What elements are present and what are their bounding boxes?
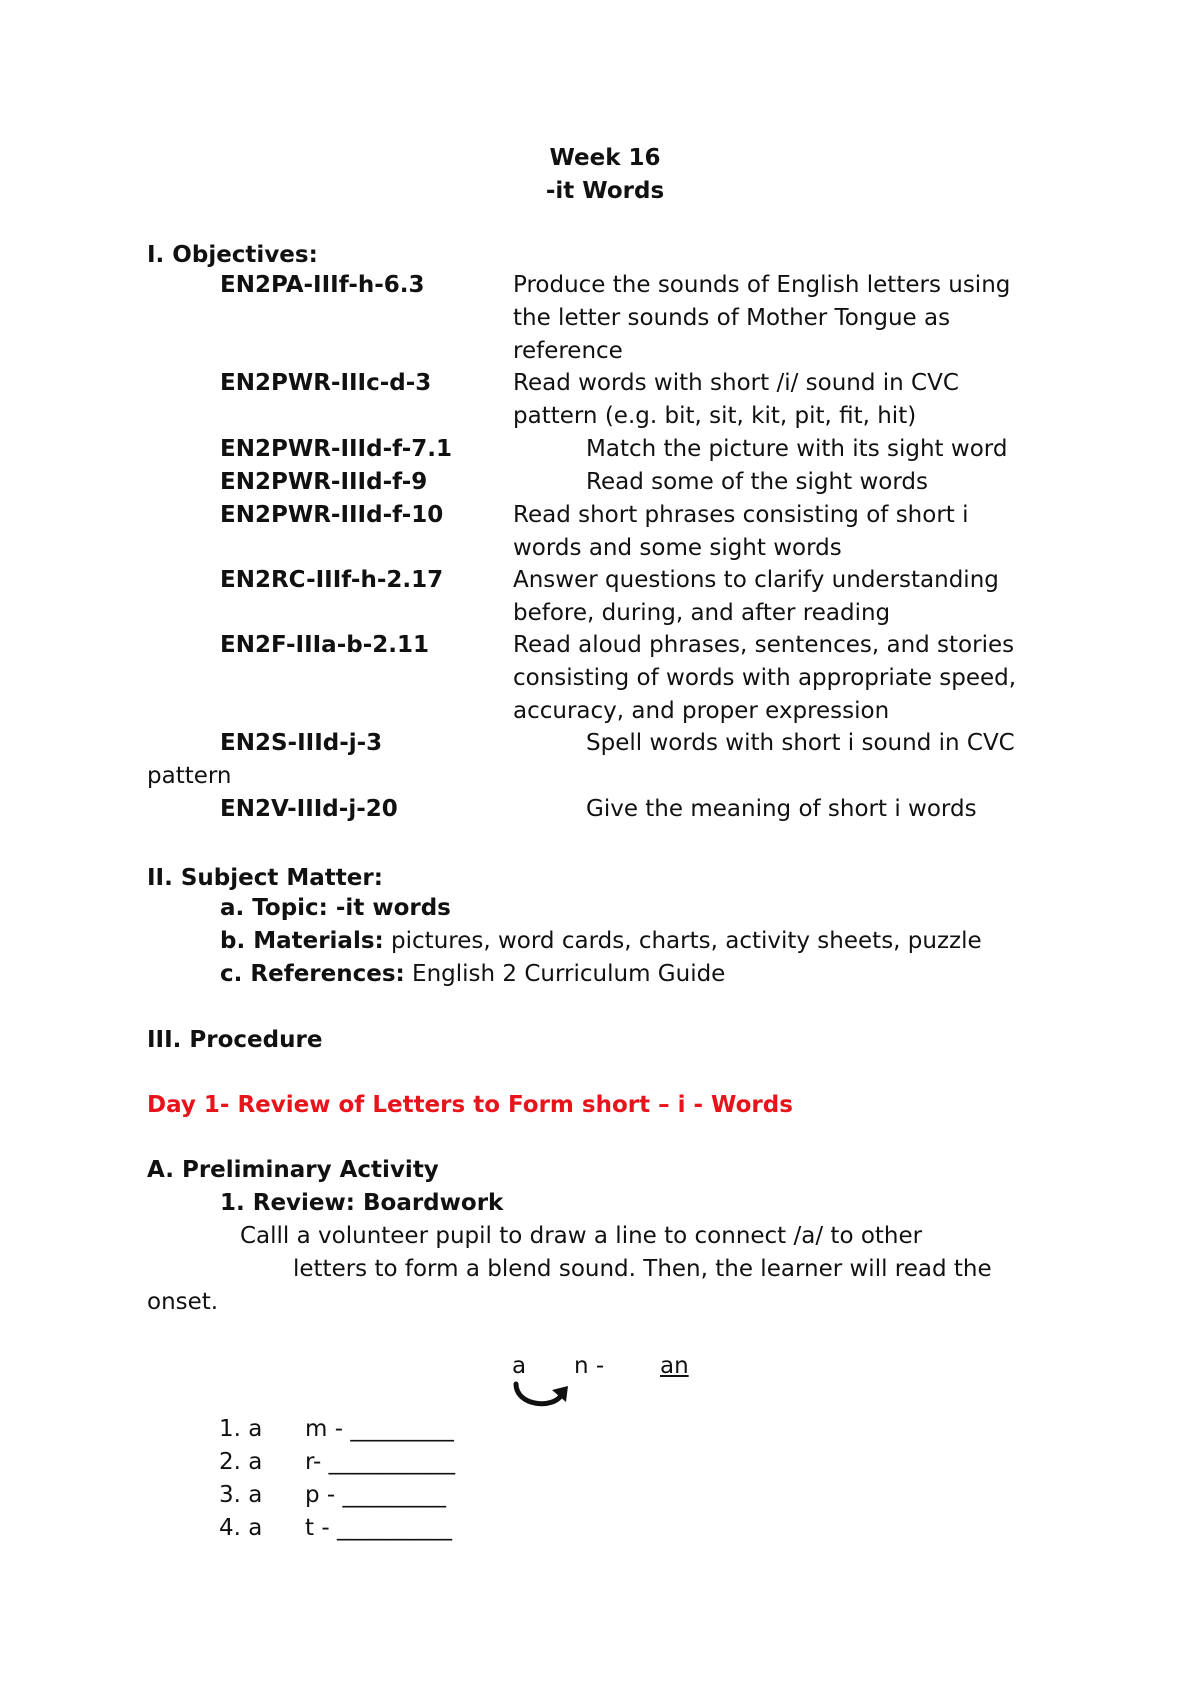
- objectives-heading: I. Objectives:: [147, 242, 318, 268]
- objective-text: Read short phrases consisting of short i: [513, 502, 969, 528]
- objective-code: EN2F-IIIa-b-2.11: [220, 632, 430, 658]
- exercise-blank[interactable]: _________: [342, 1482, 447, 1508]
- exercise-answer: [305, 1515, 452, 1541]
- review-heading: 1. Review: Boardwork: [220, 1190, 504, 1216]
- objective-code: EN2PWR-IIId-f-7.1: [220, 436, 453, 462]
- objective-text: words and some sight words: [513, 534, 842, 561]
- objective-text: consisting of words with appropriate speed,: [513, 664, 1017, 691]
- exercise-letter: t -: [305, 1515, 337, 1541]
- objective-text: Give the meaning of short i words: [586, 796, 977, 822]
- objective-text: Answer questions to clarify understanding: [513, 567, 999, 593]
- references-value: English 2 Curriculum Guide: [404, 961, 726, 987]
- exercise-letter: m -: [305, 1416, 351, 1442]
- exercise-number: 1. a: [219, 1416, 263, 1442]
- objective-text: accuracy, and proper expression: [513, 697, 890, 724]
- exercise-answer: [305, 1449, 455, 1475]
- instruction-line-1: Calll a volunteer pupil to draw a line to connect /a/ to other: [240, 1223, 923, 1249]
- exercise-blank[interactable]: __________: [336, 1515, 452, 1541]
- topic-line: a. Topic: -it words: [220, 895, 451, 921]
- instruction-line-2: letters to form a blend sound. Then, the learner will read the: [293, 1256, 992, 1282]
- procedure-heading: III. Procedure: [147, 1027, 323, 1053]
- exercise-letter: p -: [305, 1482, 343, 1508]
- example-answer: an: [660, 1353, 689, 1379]
- objective-text: the letter sounds of Mother Tongue as: [513, 304, 951, 331]
- exercise-blank[interactable]: _________: [350, 1416, 454, 1442]
- objective-code: EN2RC-IIIf-h-2.17: [220, 567, 444, 593]
- objective-text: Read some of the sight words: [586, 469, 928, 495]
- objective-text: before, during, and after reading: [513, 599, 891, 626]
- objective-text: Produce the sounds of English letters using: [513, 272, 1011, 298]
- objective-text: Spell words with short i sound in CVC: [586, 730, 1015, 756]
- objective-code: EN2V-IIId-j-20: [220, 796, 398, 822]
- objective-text: Read aloud phrases, sentences, and stories: [513, 632, 1015, 658]
- materials-label: b. Materials:: [220, 928, 384, 954]
- day1-title: Day 1- Review of Letters to Form short – i - Words: [147, 1092, 793, 1118]
- exercise-number: 3. a: [219, 1482, 263, 1508]
- instruction-line-3: onset.: [147, 1289, 219, 1315]
- page-title: -it Words: [545, 178, 665, 204]
- references-line: [220, 961, 725, 987]
- exercise-letter: r-: [305, 1449, 329, 1475]
- materials-value: pictures, word cards, charts, activity sheets, puzzle: [383, 928, 982, 954]
- exercise-answer: [305, 1416, 454, 1442]
- exercise-answer: [305, 1482, 446, 1508]
- example-consonant: n -: [574, 1353, 605, 1379]
- connect-arrow-icon: [510, 1380, 574, 1414]
- subject-matter-heading: II. Subject Matter:: [147, 865, 383, 891]
- objective-text: Read words with short /i/ sound in CVC: [513, 370, 959, 396]
- exercise-number: 4. a: [219, 1515, 263, 1541]
- preliminary-heading: A. Preliminary Activity: [147, 1157, 439, 1183]
- references-label: c. References:: [220, 961, 405, 987]
- example-vowel: a: [512, 1353, 527, 1379]
- objective-code: EN2PA-IIIf-h-6.3: [220, 272, 425, 298]
- objective-text-wrap: pattern: [147, 762, 232, 789]
- objective-code: EN2S-IIId-j-3: [220, 730, 383, 756]
- objective-text: pattern (e.g. bit, sit, kit, pit, fit, hit): [513, 402, 917, 429]
- materials-line: [220, 928, 982, 954]
- week-title: Week 16: [549, 145, 661, 171]
- objective-text: reference: [513, 337, 623, 364]
- objective-text: Match the picture with its sight word: [586, 436, 1008, 462]
- exercise-number: 2. a: [219, 1449, 263, 1475]
- objective-code: EN2PWR-IIId-f-9: [220, 469, 428, 495]
- exercise-blank[interactable]: ___________: [328, 1449, 456, 1475]
- objective-code: EN2PWR-IIIc-d-3: [220, 370, 432, 396]
- objective-code: EN2PWR-IIId-f-10: [220, 502, 444, 528]
